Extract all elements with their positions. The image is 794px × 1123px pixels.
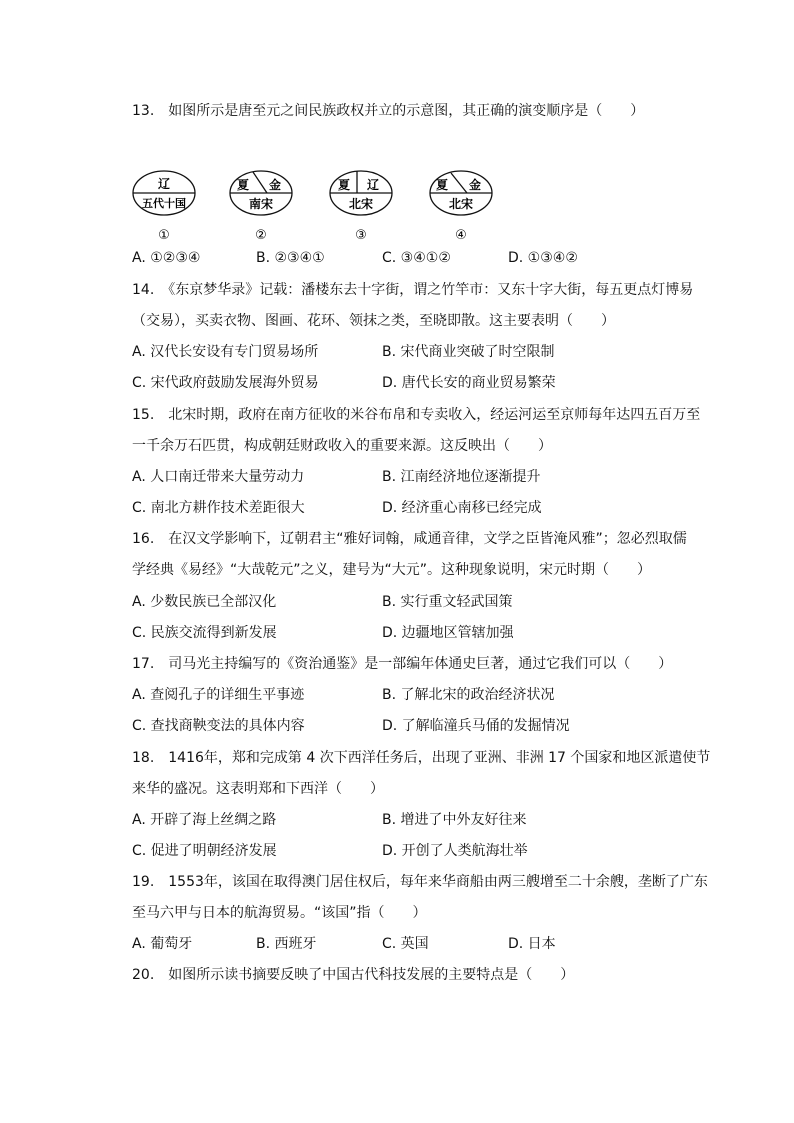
fig4-right-label: 金 bbox=[468, 178, 482, 192]
fig2-left-label: 夏 bbox=[236, 178, 250, 192]
q16-option-a[interactable]: A. 少数民族已全部汉化 bbox=[132, 594, 277, 610]
q20-stem: 20. 如图所示读书摘要反映了中国古代科技发展的主要特点是（ ） bbox=[132, 967, 575, 983]
q13-figure-2 bbox=[227, 163, 297, 247]
q19-option-a[interactable]: A. 葡萄牙 bbox=[132, 936, 193, 952]
q18-stem-line2: 来华的盛况。这表明郑和下西洋（ ） bbox=[132, 781, 384, 797]
q16-stem-line2: 学经典《易经》“大哉乾元”之义，建号为“大元”。这种现象说明，宋元时期（ ） bbox=[132, 562, 652, 578]
q18-option-c[interactable]: C. 促进了明朝经济发展 bbox=[132, 843, 277, 859]
q13-option-c[interactable]: C. ③④①② bbox=[382, 250, 451, 266]
q18-option-a[interactable]: A. 开辟了海上丝绸之路 bbox=[132, 812, 277, 828]
q16-option-c[interactable]: C. 民族交流得到新发展 bbox=[132, 625, 277, 641]
q17-stem: 17. 司马光主持编写的《资治通鉴》是一部编年体通史巨著，通过它我们可以（ ） bbox=[132, 656, 673, 672]
fig3-left-label: 夏 bbox=[337, 178, 351, 192]
q16-option-b[interactable]: B. 实行重文轻武国策 bbox=[382, 594, 513, 610]
q18-stem-line1: 18. 1416年，郑和完成第 4 次下西洋任务后，出现了亚洲、非洲 17 个国家和地区派遣使节 bbox=[132, 750, 711, 766]
fig3-right-label: 辽 bbox=[366, 178, 380, 192]
q13-figure-1 bbox=[130, 163, 200, 247]
q14-stem-line2: （交易），买卖衣物、图画、花环、领抹之类，至晓即散。这主要表明（ ） bbox=[132, 313, 615, 329]
q14-stem-line1: 14. 《东京梦华录》记载：潘楼东去十字街，谓之竹竿市：又东十字大街，每五更点灯博易 bbox=[132, 282, 694, 298]
q13-option-a[interactable]: A. ①②③④ bbox=[132, 250, 201, 266]
q17-option-c[interactable]: C. 查找商鞅变法的具体内容 bbox=[132, 718, 305, 734]
q16-stem-line1: 16. 在汉文学影响下，辽朝君主“雅好词翰，咸通音律，文学之臣皆淹风雅”；忽必烈取儒 bbox=[132, 531, 687, 547]
q13-figure-3 bbox=[327, 163, 397, 247]
fig2-caption: ② bbox=[255, 228, 267, 243]
q13-figure-4 bbox=[427, 163, 497, 247]
q15-stem-line2: 一千余万石匹贯，构成朝廷财政收入的重要来源。这反映出（ ） bbox=[132, 438, 552, 454]
fig3-bottom-label: 北宋 bbox=[348, 197, 374, 211]
q17-option-a[interactable]: A. 查阅孔子的详细生平事迹 bbox=[132, 687, 305, 703]
q17-option-b[interactable]: B. 了解北宋的政治经济状况 bbox=[382, 687, 555, 703]
fig2-right-label: 金 bbox=[268, 178, 282, 192]
q16-option-d[interactable]: D. 边疆地区管辖加强 bbox=[382, 625, 514, 641]
fig2-bottom-label: 南宋 bbox=[248, 197, 274, 211]
q19-option-c[interactable]: C. 英国 bbox=[382, 936, 429, 952]
q13-option-d[interactable]: D. ①③④② bbox=[508, 250, 578, 266]
fig1-bottom-label: 五代十国 bbox=[142, 197, 186, 210]
q13-stem: 13. 如图所示是唐至元之间民族政权并立的示意图，其正确的演变顺序是（ ） bbox=[132, 103, 645, 119]
fig4-bottom-label: 北宋 bbox=[448, 197, 474, 211]
q15-option-a[interactable]: A. 人口南迁带来大量劳动力 bbox=[132, 469, 305, 485]
fig4-left-label: 夏 bbox=[435, 178, 449, 192]
q15-stem-line1: 15. 北宋时期，政府在南方征收的米谷布帛和专卖收入，经运河运至京师每年达四五百万至 bbox=[132, 407, 701, 423]
fig4-caption: ④ bbox=[455, 228, 467, 243]
q14-option-c[interactable]: C. 宋代政府鼓励发展海外贸易 bbox=[132, 375, 319, 391]
q14-option-d[interactable]: D. 唐代长安的商业贸易繁荣 bbox=[382, 375, 556, 391]
q19-option-d[interactable]: D. 日本 bbox=[508, 936, 556, 952]
q15-option-c[interactable]: C. 南北方耕作技术差距很大 bbox=[132, 500, 305, 516]
q18-option-d[interactable]: D. 开创了人类航海壮举 bbox=[382, 843, 528, 859]
fig1-top-label: 辽 bbox=[157, 177, 171, 191]
q17-option-d[interactable]: D. 了解临潼兵马俑的发掘情况 bbox=[382, 718, 570, 734]
q18-option-b[interactable]: B. 增进了中外友好往来 bbox=[382, 812, 527, 828]
q19-stem-line1: 19. 1553年，该国在取得澳门居住权后，每年来华商船由两三艘增至二十余艘，垄断了广东 bbox=[132, 874, 708, 890]
q14-option-a[interactable]: A. 汉代长安设有专门贸易场所 bbox=[132, 344, 319, 360]
q13-option-b[interactable]: B. ②③④① bbox=[256, 250, 325, 266]
fig3-caption: ③ bbox=[355, 228, 367, 243]
q15-option-d[interactable]: D. 经济重心南移已经完成 bbox=[382, 500, 542, 516]
q15-option-b[interactable]: B. 江南经济地位逐渐提升 bbox=[382, 469, 541, 485]
q19-option-b[interactable]: B. 西班牙 bbox=[256, 936, 317, 952]
q14-option-b[interactable]: B. 宋代商业突破了时空限制 bbox=[382, 344, 555, 360]
fig1-caption: ① bbox=[158, 228, 170, 243]
q19-stem-line2: 至马六甲与日本的航海贸易。“该国”指（ ） bbox=[132, 905, 427, 921]
